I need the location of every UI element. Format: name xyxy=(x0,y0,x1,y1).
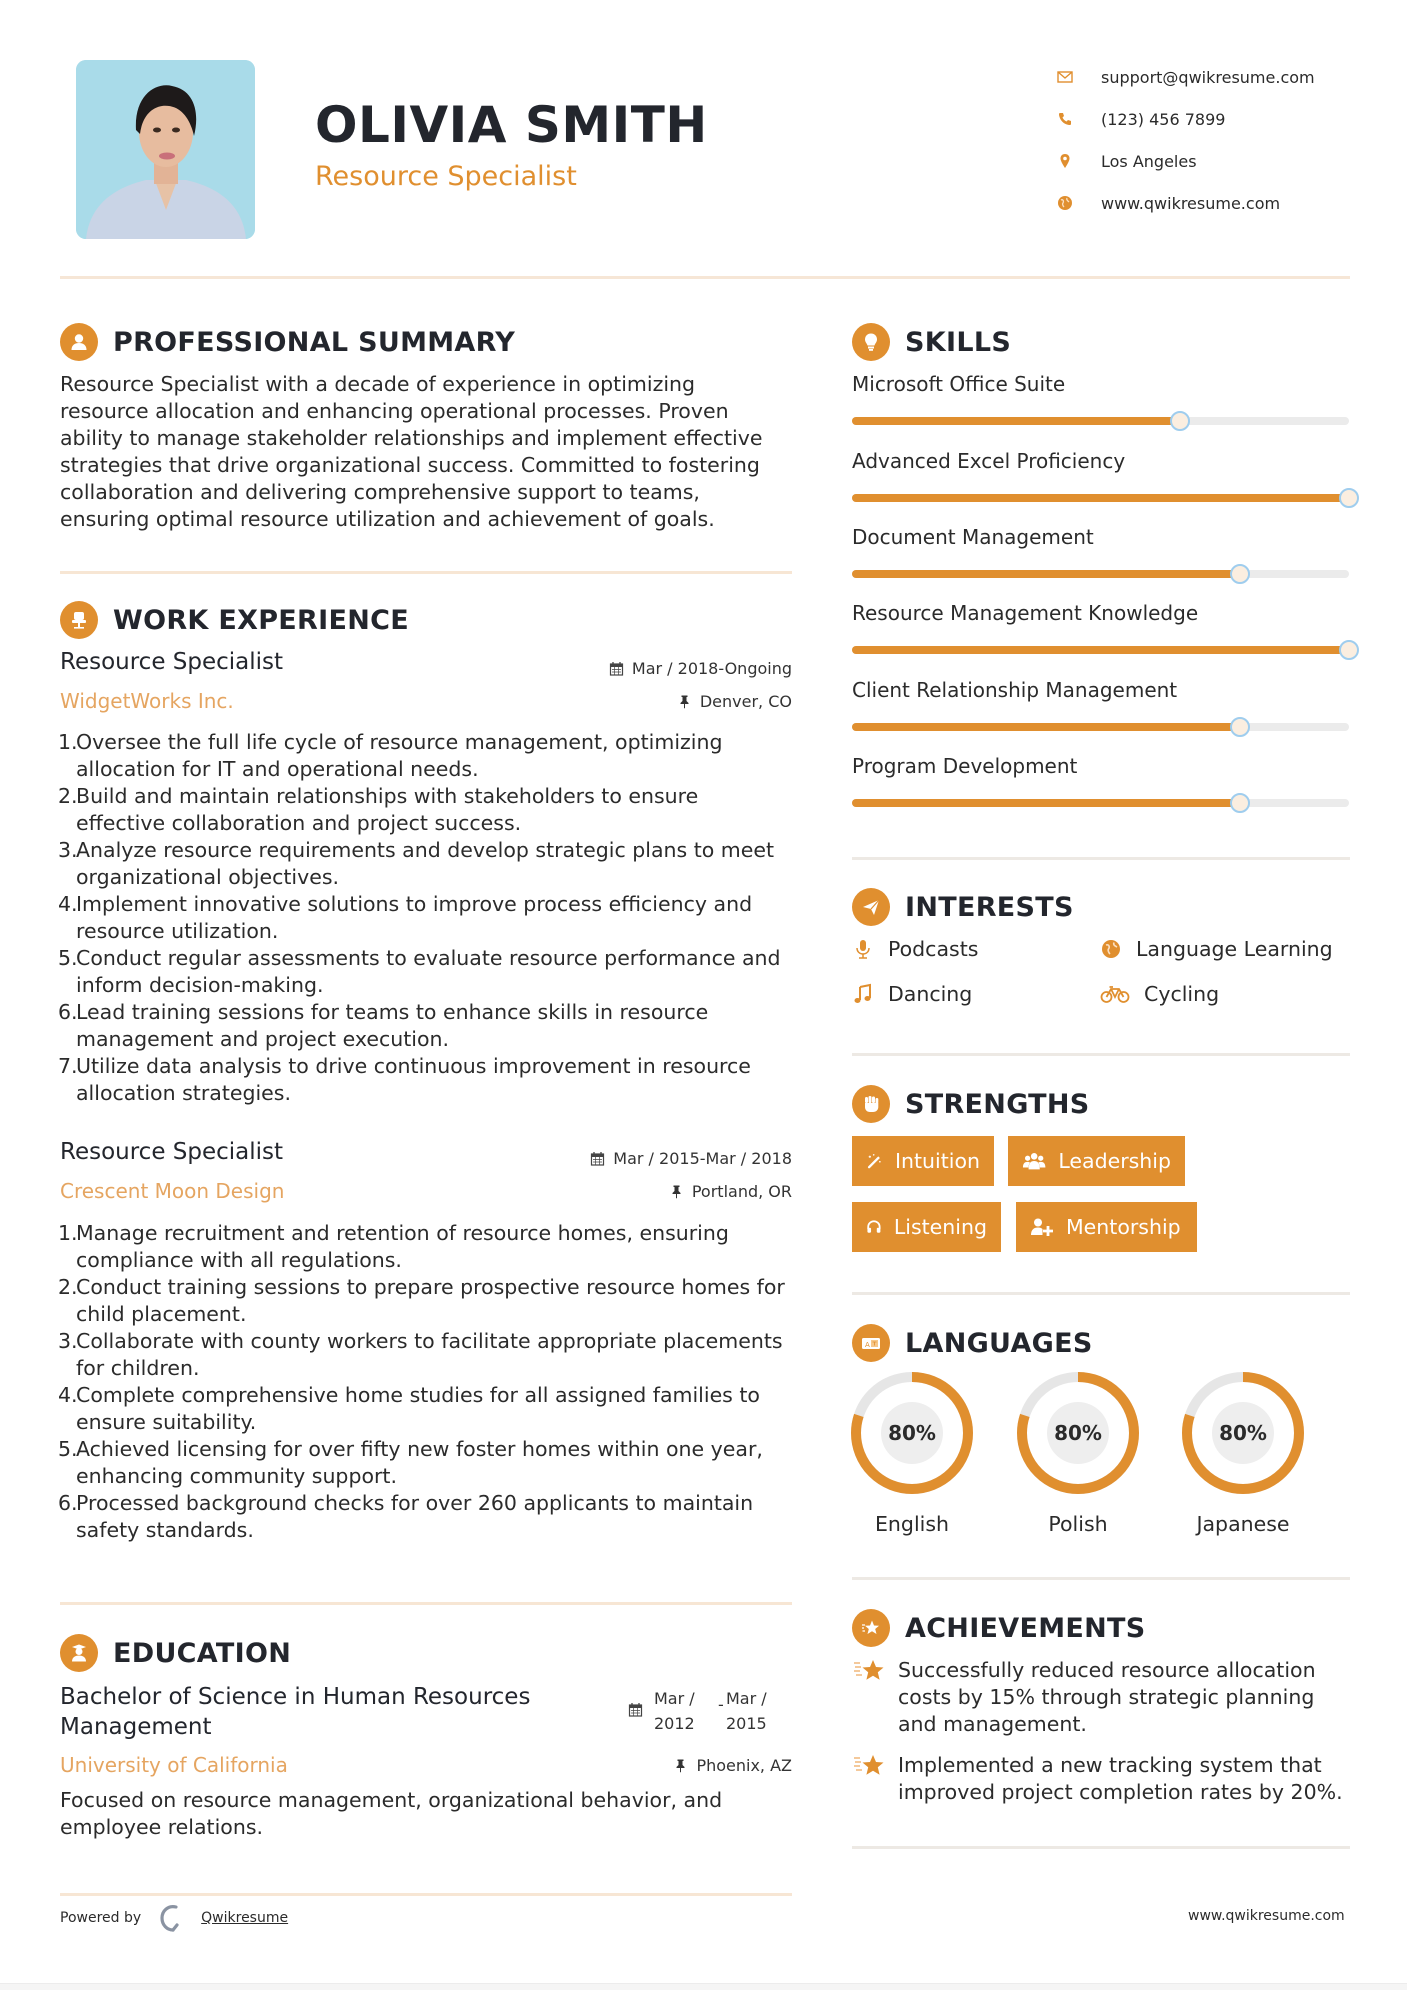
graduate-icon xyxy=(60,1634,98,1672)
skill-bar-knob xyxy=(1230,564,1250,584)
skill-label: Advanced Excel Proficiency xyxy=(852,449,1126,473)
strength-tag: Intuition xyxy=(852,1136,994,1186)
interest-item: Language Learning xyxy=(1100,937,1333,961)
language-name: English xyxy=(874,1512,950,1536)
language-name: Japanese xyxy=(1196,1512,1290,1536)
profile-photo-image xyxy=(76,60,255,239)
bicycle-icon xyxy=(1100,983,1130,1005)
skill-label: Microsoft Office Suite xyxy=(852,372,1066,396)
list-item: 5. Achieved licensing for over fifty new foster homes within one year, enhancing community support. xyxy=(58,1437,763,1488)
skill-bar-knob xyxy=(1230,793,1250,813)
calendar-icon xyxy=(590,1151,605,1166)
job-1-dates xyxy=(560,659,792,678)
languages-heading xyxy=(852,1324,1093,1362)
summary-heading xyxy=(60,323,515,361)
section-divider xyxy=(852,1292,1350,1295)
map-pin-icon xyxy=(1055,151,1075,171)
section-divider xyxy=(852,1053,1350,1056)
microphone-icon xyxy=(852,938,874,960)
job-1-location-text: Denver, CO xyxy=(699,692,792,711)
svg-text:A: A xyxy=(865,1341,870,1349)
date-separator: - xyxy=(718,1695,724,1714)
list-item: 5. Conduct regular assessments to evaluate resource performance and inform decision-making. xyxy=(58,946,781,997)
skill-bar-fill xyxy=(852,799,1240,807)
language-name: Polish xyxy=(1048,1512,1108,1536)
skill-label: Resource Management Knowledge xyxy=(852,601,1199,625)
magic-wand-icon xyxy=(866,1150,883,1172)
education-location xyxy=(560,1756,792,1775)
contact-location xyxy=(1055,140,1355,182)
phone-icon xyxy=(1055,109,1075,129)
skill-bar xyxy=(852,417,1349,425)
footer-website[interactable]: www.qwikresume.com xyxy=(1188,1908,1345,1924)
list-item: 2. Build and maintain relationships with stakeholders to ensure effective collaboration and project success. xyxy=(58,784,699,835)
fist-icon xyxy=(852,1085,890,1123)
skill-bar xyxy=(852,570,1349,578)
interests-title: INTERESTS xyxy=(905,891,1074,923)
skill-item xyxy=(852,753,1352,779)
pushpin-icon xyxy=(669,1184,684,1199)
strength-tag: Mentorship xyxy=(1016,1202,1197,1252)
headphones-icon xyxy=(866,1216,882,1238)
skill-label: Document Management xyxy=(852,525,1094,549)
job-2-location xyxy=(560,1182,792,1201)
contact-email-text: support@qwikresume.com xyxy=(1101,67,1315,87)
job-2-dates-text: Mar / 2015-Mar / 2018 xyxy=(613,1149,792,1168)
skills-heading xyxy=(852,323,1011,361)
contact-phone-text: (123) 456 7899 xyxy=(1101,109,1226,129)
job-1-location xyxy=(560,692,792,711)
list-item: 1. Oversee the full life cycle of resource management, optimizing allocation for IT and operational needs. xyxy=(58,730,723,781)
translate-icon xyxy=(852,1324,890,1362)
interest-item: Dancing xyxy=(852,982,972,1006)
language-item xyxy=(1182,1372,1304,1536)
list-item: 6. Processed background checks for over 260 applicants to maintain safety standards. xyxy=(58,1491,754,1542)
job-2-location-text: Portland, OR xyxy=(691,1182,792,1201)
achievements-title: ACHIEVEMENTS xyxy=(905,1612,1146,1644)
education-heading xyxy=(60,1634,291,1672)
candidate-title: Resource Specialist xyxy=(315,161,577,192)
star-badge-icon xyxy=(852,1609,890,1647)
achievement-text: Successfully reduced resource allocation costs by 15% through strategic planning and management. xyxy=(898,1658,1316,1736)
footer-divider xyxy=(60,1893,792,1896)
skill-bar-fill xyxy=(852,417,1180,425)
skill-item xyxy=(852,371,1352,397)
globe-icon xyxy=(1055,193,1075,213)
achievements-heading xyxy=(852,1609,1146,1647)
achievement-text: Implemented a new tracking system that improved project completion rates by 20%. xyxy=(898,1753,1343,1804)
section-divider xyxy=(852,1846,1350,1849)
degree-title: Bachelor of Science in Human Resources Management xyxy=(60,1684,531,1740)
contact-website[interactable] xyxy=(1055,182,1355,224)
strengths-heading xyxy=(852,1085,1090,1123)
paper-plane-icon xyxy=(852,888,890,926)
skills-title: SKILLS xyxy=(905,326,1012,358)
skill-item xyxy=(852,448,1352,474)
list-item: 4. Implement innovative solutions to improve process efficiency and resource utilization. xyxy=(58,892,753,943)
office-chair-icon xyxy=(60,601,98,639)
skill-bar-fill xyxy=(852,494,1349,502)
strengths-title: STRENGTHS xyxy=(905,1088,1090,1120)
job-1-title: Resource Specialist xyxy=(60,649,284,675)
job-1-company: WidgetWorks Inc. xyxy=(60,689,234,713)
header-divider xyxy=(60,276,1350,279)
education-start: Mar / 2012 xyxy=(654,1689,695,1733)
skill-bar-knob xyxy=(1339,640,1359,660)
skill-bar xyxy=(852,494,1349,502)
language-ring xyxy=(1017,1372,1139,1494)
strength-tag: Leadership xyxy=(1008,1136,1185,1186)
interest-item: Cycling xyxy=(1100,982,1219,1006)
section-divider xyxy=(852,1577,1350,1580)
skill-bar-fill xyxy=(852,570,1240,578)
language-item xyxy=(1017,1372,1139,1536)
job-1-bullets xyxy=(58,729,793,1107)
language-percent: 80% xyxy=(1219,1421,1267,1445)
summary-title: PROFESSIONAL SUMMARY xyxy=(113,326,516,358)
group-icon xyxy=(1022,1150,1046,1172)
education-description: Focused on resource management, organizational behavior, and employee relations. xyxy=(60,1788,723,1839)
language-ring xyxy=(851,1372,973,1494)
list-item: 3. Analyze resource requirements and develop strategic plans to meet organizational objectives. xyxy=(58,838,775,889)
candidate-name: OLIVIA SMITH xyxy=(315,96,708,154)
skill-bar-fill xyxy=(852,646,1349,654)
music-note-icon xyxy=(852,983,874,1005)
contact-email[interactable] xyxy=(1055,56,1355,98)
qwikresume-link[interactable]: Qwikresume xyxy=(201,1910,289,1926)
skill-item xyxy=(852,524,1352,550)
section-divider xyxy=(852,857,1350,860)
language-item xyxy=(851,1372,973,1536)
envelope-icon xyxy=(1055,67,1075,87)
skill-bar-fill xyxy=(852,723,1240,731)
experience-heading xyxy=(60,601,409,639)
skill-bar-knob xyxy=(1339,488,1359,508)
star-icon xyxy=(852,1752,886,1780)
language-percent: 80% xyxy=(888,1421,936,1445)
user-icon xyxy=(60,323,98,361)
list-item: 4. Complete comprehensive home studies for all assigned families to ensure suitability. xyxy=(58,1383,760,1434)
star-icon xyxy=(852,1657,886,1685)
education-location-text: Phoenix, AZ xyxy=(696,1756,792,1775)
skill-bar xyxy=(852,646,1349,654)
powered-by xyxy=(60,1903,288,1933)
job-2-title: Resource Specialist xyxy=(60,1139,284,1165)
powered-by-label: Powered by xyxy=(60,1910,142,1926)
contact-block xyxy=(1055,56,1355,224)
experience-title: WORK EXPERIENCE xyxy=(113,604,409,636)
school-name: University of California xyxy=(60,1753,288,1777)
skill-bar xyxy=(852,799,1349,807)
qwikresume-logo-icon xyxy=(157,1903,187,1933)
list-item: 3. Collaborate with county workers to facilitate appropriate placements for children. xyxy=(58,1329,783,1380)
contact-website-text: www.qwikresume.com xyxy=(1101,193,1281,213)
calendar-icon xyxy=(609,661,624,676)
education-title: EDUCATION xyxy=(113,1637,292,1669)
language-percent: 80% xyxy=(1054,1421,1102,1445)
user-plus-icon xyxy=(1030,1216,1054,1238)
skill-item xyxy=(852,677,1352,703)
calendar-icon xyxy=(628,1702,643,1717)
languages-title: LANGUAGES xyxy=(905,1327,1093,1359)
section-divider xyxy=(60,571,792,574)
job-1-dates-text: Mar / 2018-Ongoing xyxy=(631,659,792,678)
education-end: Mar / 2015 xyxy=(726,1689,767,1733)
strength-tag: Listening xyxy=(852,1202,1001,1252)
skill-bar-knob xyxy=(1170,411,1190,431)
list-item: 7. Utilize data analysis to drive continuous improvement in resource allocation strategies. xyxy=(58,1054,751,1105)
skill-label: Client Relationship Management xyxy=(852,678,1178,702)
list-item: 1. Manage recruitment and retention of resource homes, ensuring compliance with all regulations. xyxy=(58,1221,729,1272)
language-ring xyxy=(1182,1372,1304,1494)
contact-location-text: Los Angeles xyxy=(1101,151,1197,171)
skill-bar-knob xyxy=(1230,717,1250,737)
skill-label: Program Development xyxy=(852,754,1078,778)
achievement-item xyxy=(852,1752,1352,1806)
job-2-bullets xyxy=(58,1220,793,1544)
page-bottom-edge xyxy=(0,1983,1407,1990)
summary-text: Resource Specialist with a decade of experience in optimizing resource allocation and enhancing operational processes. Proven ability to manage stakeholder relationships and implement effective strategies that drive organizational success. Committed to fostering collaboration and delivering comprehensive support to teams, ensuring optimal resource utilization and achievement of goals. xyxy=(60,372,763,531)
skill-bar xyxy=(852,723,1349,731)
globe-icon xyxy=(1100,938,1122,960)
section-divider xyxy=(60,1602,792,1605)
list-item: 6. Lead training sessions for teams to enhance skills in resource management and project execution. xyxy=(58,1000,709,1051)
job-2-dates xyxy=(520,1149,792,1168)
skill-item xyxy=(852,600,1352,626)
profile-photo xyxy=(76,60,255,239)
pushpin-icon xyxy=(677,694,692,709)
contact-phone[interactable] xyxy=(1055,98,1355,140)
list-item: 2. Conduct training sessions to prepare prospective resource homes for child placement. xyxy=(58,1275,785,1326)
interests-heading xyxy=(852,888,1074,926)
job-2-company: Crescent Moon Design xyxy=(60,1179,285,1203)
pushpin-icon xyxy=(673,1758,688,1773)
lightbulb-icon xyxy=(852,323,890,361)
achievement-item xyxy=(852,1657,1352,1738)
interest-item: Podcasts xyxy=(852,937,978,961)
